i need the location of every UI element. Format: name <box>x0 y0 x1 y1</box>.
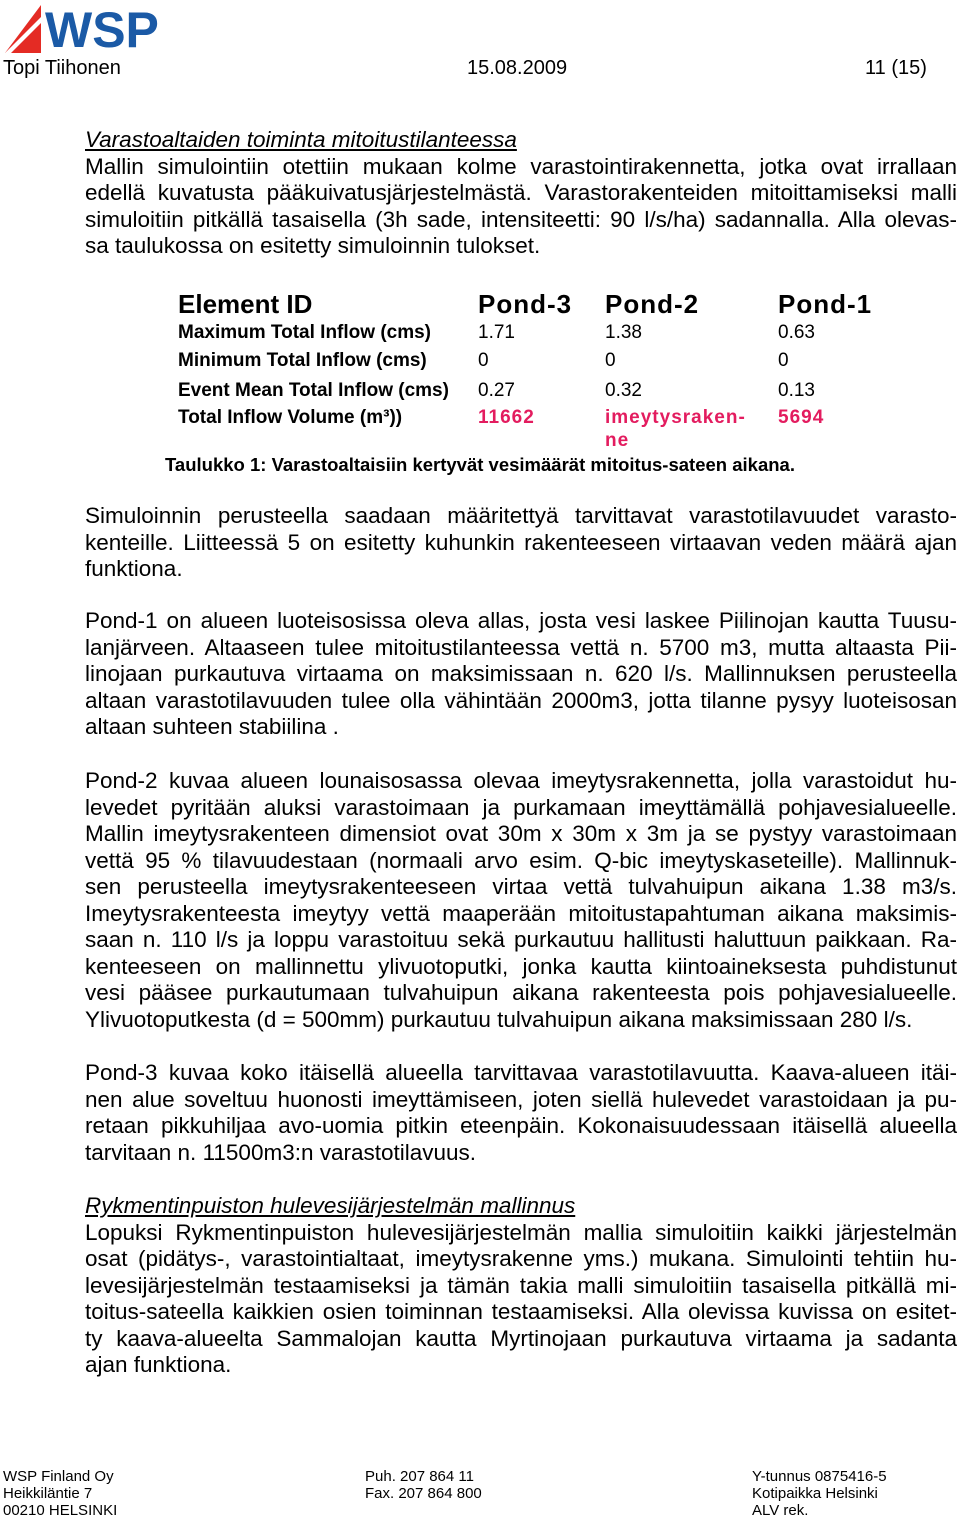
footer-contact <box>365 1468 482 1502</box>
table-cell: 0 <box>478 350 489 371</box>
paragraph-line: osat (pidätys-, varastointialtaat, imeytysrakenne yms.) mukana. Simulointi tehtiin hu- <box>85 1246 957 1271</box>
table-cell: 0.32 <box>605 380 642 401</box>
footer-line: Heikkiläntie 7 <box>3 1485 93 1502</box>
section-mallinnus <box>85 1193 957 1379</box>
table-caption: Taulukko 1: Varastoaltaisiin kertyvät vesimäärät mitoitus-sateen aikana. <box>165 454 795 475</box>
footer-line: Puh. 207 864 11 <box>365 1468 474 1485</box>
table-cell-line: imeytysraken- <box>605 407 746 428</box>
paragraph <box>85 768 957 1033</box>
table-cell: 0.13 <box>778 380 815 401</box>
paragraph-line: Pond-3 kuvaa koko itäisellä alueella tarvittavaa varastotilavuutta. Kaava-alueen itäi- <box>85 1060 957 1085</box>
logo-sail-shape <box>5 5 41 53</box>
paragraph-line: ajan funktiona. <box>85 1352 232 1377</box>
table-row-label: Minimum Total Inflow (cms) <box>178 350 427 371</box>
header-date: 15.08.2009 <box>467 57 568 79</box>
paragraph <box>85 1060 957 1166</box>
footer-line: WSP Finland Oy <box>3 1468 114 1485</box>
paragraph-line: kenteeseen on mallinnettu ylivuotoputki, jonka kautta kiintoaineksesta puhdistunut <box>85 953 957 979</box>
table-cell-line: ne <box>605 430 630 451</box>
table-cell: 0 <box>605 350 616 371</box>
paragraph <box>85 608 957 741</box>
header-page-number: 11 (15) <box>865 57 927 79</box>
paragraph-line: levedet pyritään aluksi varastoimaan ja purkamaan imeyttämällä pohjavesialueelle. <box>85 794 957 820</box>
paragraph-line: saan n. 110 l/s ja loppu varastoituu sekä purkautuu hallitusti haluttuun paikkaan. Ra- <box>85 927 957 952</box>
section-heading: Varastoaltaiden toiminta mitoitustilanteessa <box>85 127 517 152</box>
paragraph-line: linojaan purkautuva virtaama on maksimissaan n. 620 l/s. Mallinnuksen perusteella <box>85 661 957 686</box>
paragraph-line: sen perusteella imeytysrakenteeseen virtaa vettä tulvahuipun aikana 1.38 m3/s. <box>85 874 957 899</box>
paragraph-line: Lopuksi Rykmentinpuiston hulevesijärjestelmän mallia simuloitiin kaikki järjestelmän <box>85 1219 957 1245</box>
table-cell: 1.38 <box>605 322 642 343</box>
results-table <box>178 290 878 452</box>
paragraph-line: Imeytysrakenteesta imeytyy vettä maaperään mitoitustapahtuman aikana maksimis- <box>85 900 957 926</box>
logo-wordmark: WSP <box>45 3 159 55</box>
footer-company <box>3 1468 117 1519</box>
table-cell: 1.71 <box>478 322 515 343</box>
paragraph-line: edellä kuvatusta pääkuivatusjärjestelmästä. Varastorakenteiden mitoittamiseksi malli <box>85 180 957 205</box>
footer-line: ALV rek. <box>752 1502 809 1519</box>
paragraph-line: retaan pikkuhiljaa avo-uomia pitkin eteenpäin. Kokonaisuudessaan itäisellä alueella <box>85 1113 957 1138</box>
paragraph-line: simuloitiin pitkällä tasaisella (3h sade, intensiteetti: 90 l/s/ha) sadannalla. Alla olevas- <box>85 206 957 232</box>
paragraph-line: altaan varastotilavuuden tulee olla vähintään 2000m3, jotta tilanne pysyy luoteisosan <box>85 687 957 713</box>
paragraph-line: tarvitaan n. 11500m3:n varastotilavuus. <box>85 1139 477 1165</box>
paragraph-line: funktiona. <box>85 556 183 581</box>
table-cell-highlight: 5694 <box>778 407 825 428</box>
table-cell-highlight: 11662 <box>478 407 535 428</box>
section-varastoaltaat <box>85 127 957 260</box>
table-header-element-id: Element ID <box>178 289 313 319</box>
footer-line: Fax. 207 864 800 <box>365 1485 482 1502</box>
paragraph-line: ty kaava-alueelta Sammalojan kautta Myrtinojaan purkautuva virtaama ja sadanta <box>85 1325 957 1351</box>
paragraph-line: Mallin simulointiin otettiin mukaan kolme varastointirakennetta, jotka ovat irrallaan <box>85 153 957 179</box>
paragraph-line: sa taulukossa on esitetty simuloinnin tulokset. <box>85 233 541 258</box>
table-cell-highlight <box>605 406 778 452</box>
footer-line: 00210 HELSINKI <box>3 1502 118 1519</box>
paragraph-line: altaan suhteen stabiilina . <box>85 714 339 739</box>
paragraph-line: Ylivuotoputkesta (d = 500mm) purkautuu tulvahuipun aikana maksimissaan 280 l/s. <box>85 1006 913 1032</box>
section-heading: Rykmentinpuiston hulevesijärjestelmän mallinnus <box>85 1193 576 1218</box>
paragraph-line: vettä 95 % tilavuudestaan (normaali arvo esim. Q-bic imeytyskaseteille). Mallinnuk- <box>85 847 957 873</box>
paragraph-line: lanjärveen. Altaaseen tulee mitoitustilanteessa vettä n. 5700 m3, mutta altaasta Pii- <box>85 634 957 660</box>
table-cell: 0.27 <box>478 380 515 401</box>
paragraph-line: toitus-sateella kaikkien osien toiminnan testaamiseksi. Alla olevissa kuvissa on esitet- <box>85 1299 957 1324</box>
paragraph-line: nen alue soveltuu huonosti imeyttämiseen, joten siellä hulevedet varastoidaan ja pu- <box>85 1086 957 1112</box>
table-row-label: Total Inflow Volume (m³)) <box>178 407 403 428</box>
paragraph-line: kenteille. Liitteessä 5 on esitetty kuhunkin rakenteeseen virtaavan veden määrä ajan <box>85 529 957 555</box>
table-row-label: Maximum Total Inflow (cms) <box>178 322 432 343</box>
table-header-pond-1: Pond-1 <box>778 289 873 319</box>
paragraph <box>85 503 957 583</box>
wsp-logo <box>3 3 165 55</box>
paragraph-line: levesijärjestelmän testaamiseksi ja tämän takia malli simuloitiin tasaisella pitkällä mi- <box>85 1272 957 1298</box>
table-cell: 0.63 <box>778 322 815 343</box>
paragraph-line: vesi pääsee purkautumaan tulvahuipun aikana rakenteesta pois pohjavesialueelle. <box>85 980 957 1005</box>
header-author: Topi Tiihonen <box>3 57 121 79</box>
footer-registration <box>752 1468 887 1519</box>
footer-line: Kotipaikka Helsinki <box>752 1485 878 1502</box>
paragraph-line: Mallin imeytysrakenteen dimensiot ovat 30m x 30m x 3m ja se pystyy varastoimaan <box>85 821 957 846</box>
paragraph-line: Pond-1 on alueen luoteisosissa oleva allas, josta vesi laskee Piilinojan kautta Tuusu- <box>85 608 957 633</box>
table-header-pond-3: Pond-3 <box>478 289 573 319</box>
table-cell: 0 <box>778 350 789 371</box>
footer-line: Y-tunnus 0875416-5 <box>752 1468 887 1485</box>
table-header-pond-2: Pond-2 <box>605 289 700 319</box>
table-row-label: Event Mean Total Inflow (cms) <box>178 380 449 401</box>
paragraph-line: Pond-2 kuvaa alueen lounaisosassa olevaa imeytysrakennetta, jolla varastoidut hu- <box>85 768 957 793</box>
paragraph-line: Simuloinnin perusteella saadaan määritettyä tarvittavat varastotilavuudet varasto- <box>85 503 957 528</box>
